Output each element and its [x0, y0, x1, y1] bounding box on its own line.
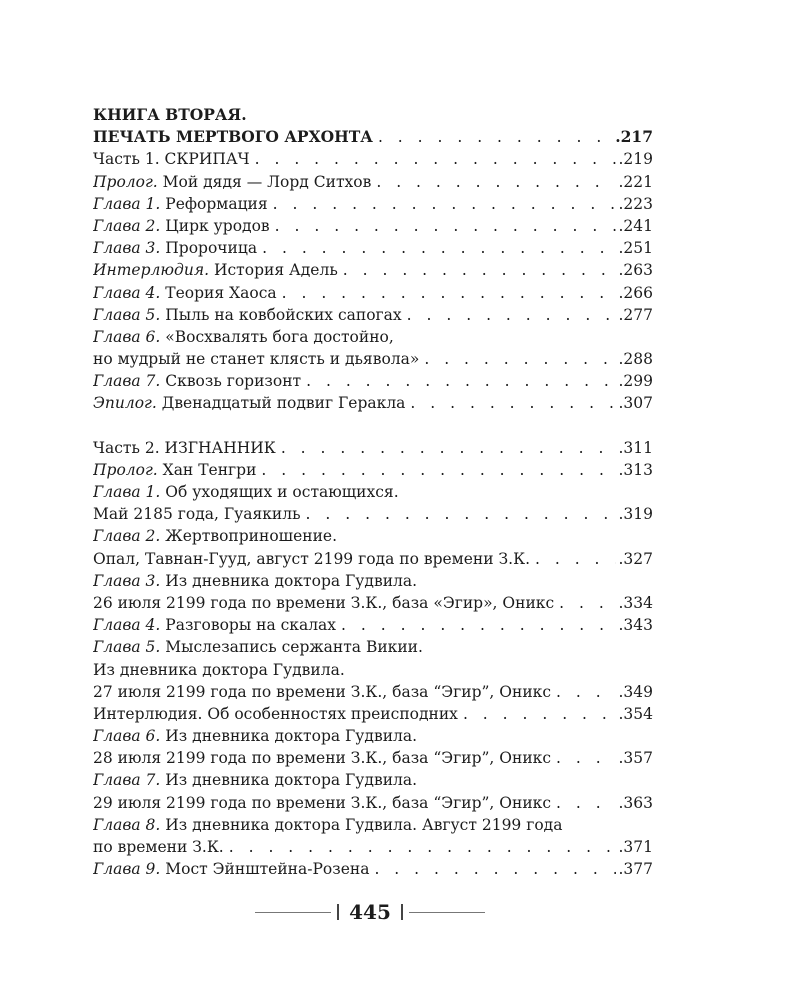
toc-entry-title: Опал, Тавнан-Гууд, август 2199 года по времени З.К.: [93, 549, 530, 568]
toc-entry: [93, 370, 653, 392]
toc-entry-prefix: Глава 8.: [93, 815, 161, 834]
toc-entry-title: Жертвоприношение.: [160, 527, 338, 546]
toc-entry: [93, 237, 653, 259]
leader-dots: [257, 237, 616, 259]
toc-entry-text: [93, 769, 417, 791]
ornament-rule-left: [255, 912, 331, 913]
toc-entry-prefix: Глава 3.: [93, 239, 161, 258]
toc-entry-page: .363: [618, 793, 653, 812]
toc-entry-title: Сквозь горизонт: [160, 372, 302, 391]
book-title-line-1: КНИГА ВТОРАЯ.: [93, 105, 247, 124]
toc-entry: [93, 814, 653, 836]
leader-dots: [268, 193, 617, 215]
toc-entry-text: [93, 348, 419, 370]
toc-entry-page: .377: [618, 860, 653, 879]
toc-entry-page: .354: [618, 704, 653, 723]
toc-entry-title: Двенадцатый подвиг Геракла: [156, 394, 406, 413]
leader-dots: [224, 836, 617, 858]
toc-entry-prefix: Эпилог.: [93, 394, 157, 413]
toc-entry-title: Интерлюдия. Об особенностях преисподних: [93, 704, 458, 723]
toc-entry-prefix: Глава 2.: [93, 527, 161, 546]
toc-entry-prefix: Глава 7.: [93, 372, 161, 391]
toc-entry-prefix: Глава 5.: [93, 638, 161, 657]
toc-entry-title: Мыслезапись сержанта Викии.: [160, 638, 423, 657]
toc-entry-page: .349: [618, 682, 653, 701]
toc-entry: [93, 570, 653, 592]
page-number-ornament: [255, 898, 485, 926]
toc-entry-page: .251: [618, 239, 653, 258]
toc-entry-page: .327: [618, 549, 653, 568]
toc-entry-prefix: Пролог.: [93, 172, 158, 191]
leader-dots: [270, 215, 617, 237]
leader-dots: [405, 392, 616, 414]
toc-entry-page: .266: [618, 283, 653, 302]
section-gap: [93, 415, 653, 437]
toc-entry-text: [93, 481, 399, 503]
toc-entry: [93, 858, 653, 880]
toc-entry-text: [93, 836, 224, 858]
toc-entry-page: .313: [618, 460, 653, 479]
ornament-tick-left: [337, 904, 339, 920]
toc-entry-text: [93, 659, 345, 681]
toc-entry-page: .288: [618, 350, 653, 369]
leader-dots: [250, 148, 617, 170]
toc-entry-text: [93, 858, 369, 880]
leader-dots: [402, 304, 617, 326]
part-1-entries: [93, 148, 653, 414]
toc-entry-title: Часть 2. ИЗГНАННИК: [93, 438, 276, 457]
toc-entry-page: .311: [618, 438, 653, 457]
toc-entry-title: Часть 1. СКРИПАЧ: [93, 150, 250, 169]
toc-entry-text: [93, 148, 250, 170]
toc-entry-page: .277: [618, 305, 653, 324]
toc-entry-title: 28 июля 2199 года по времени З.К., база “Эгир”, Оникс: [93, 749, 552, 768]
leader-dots: [373, 126, 613, 148]
toc-entry: [93, 459, 653, 481]
leader-dots: [371, 171, 616, 193]
toc-entry-text: [93, 725, 417, 747]
toc-entry: [93, 215, 653, 237]
toc-entry-prefix: Глава 5.: [93, 305, 161, 324]
toc-entry-page: .319: [618, 505, 653, 524]
toc-entry: [93, 326, 653, 348]
toc-entry-title: Хан Тенгри: [157, 460, 257, 479]
toc-entry-page: .219: [618, 150, 653, 169]
toc-entry: [93, 437, 653, 459]
toc-entry-prefix: Глава 9.: [93, 860, 161, 879]
toc-entry-prefix: Глава 4.: [93, 283, 161, 302]
toc-entry-title: Мост Эйнштейна-Розена: [160, 860, 370, 879]
toc-entry-title: «Восхвалять бога достойно,: [160, 327, 394, 346]
toc-entry-title: по времени З.К.: [93, 838, 224, 856]
leader-dots: [336, 614, 616, 636]
toc-entry-title: Реформация: [160, 194, 268, 213]
toc-entry-text: [93, 570, 417, 592]
toc-entry-prefix: Интерлюдия.: [93, 261, 210, 280]
toc-entry-title: Цирк уродов: [160, 216, 270, 235]
toc-entry: [93, 659, 653, 681]
toc-entry-title: 29 июля 2199 года по времени З.К., база “Эгир”, Оникс: [93, 793, 552, 812]
toc-entry-prefix: Глава 6.: [93, 327, 161, 346]
toc-entry-page: .263: [618, 261, 653, 280]
leader-dots: [530, 548, 616, 570]
toc-entry-text: [93, 614, 336, 636]
toc-entry: [93, 525, 653, 547]
leader-dots: [551, 747, 616, 769]
toc-entry-prefix: Глава 1.: [93, 483, 161, 501]
toc-entry-page: .223: [618, 194, 653, 213]
toc-entry: [93, 614, 653, 636]
toc-entry-text: [93, 326, 394, 348]
toc-entry: [93, 503, 653, 525]
toc-entry-title: Об уходящих и остающихся.: [160, 483, 399, 501]
toc-entry-text: [93, 282, 277, 304]
toc-entry: [93, 747, 653, 769]
toc-entry-prefix: Глава 1.: [93, 194, 161, 213]
leader-dots: [301, 503, 617, 525]
toc-entry-title: Из дневника доктора Гудвила. Август 2199 года: [160, 815, 563, 834]
toc-entry-text: [93, 636, 423, 658]
toc-entry-title: Из дневника доктора Гудвила.: [160, 571, 418, 590]
toc-entry-title: Из дневника доктора Гудвила.: [160, 771, 418, 790]
book-title-line-2: ПЕЧАТЬ МЕРТВОГО АРХОНТА . . . .217: [93, 126, 653, 148]
toc-entry-page: .221: [618, 172, 653, 191]
ornament-tick-right: [401, 904, 403, 920]
toc-entry: [93, 304, 653, 326]
toc-entry-text: [93, 592, 554, 614]
toc-entry-text: [93, 814, 562, 836]
toc-entry-title: 27 июля 2199 года по времени З.К., база “Эгир”, Оникс: [93, 682, 552, 701]
leader-dots: [419, 348, 616, 370]
toc-entry-prefix: Глава 3.: [93, 571, 161, 590]
leader-dots: [554, 592, 616, 614]
toc-entry: [93, 681, 653, 703]
toc-entry: [93, 481, 653, 503]
toc-entry-text: [93, 437, 276, 459]
leader-dots: [458, 703, 617, 725]
toc-entry-text: [93, 392, 405, 414]
toc-entry-text: [93, 171, 371, 193]
toc-entry-text: [93, 792, 551, 814]
toc-entry: [93, 259, 653, 281]
toc-entry-title: Пророчица: [160, 239, 258, 258]
toc-entry: [93, 193, 653, 215]
leader-dots: [256, 459, 616, 481]
page-number: 445: [349, 900, 391, 924]
toc-entry: [93, 171, 653, 193]
leader-dots: [369, 858, 616, 880]
toc-entry-title: Теория Хаоса: [160, 283, 277, 302]
toc-entry-text: [93, 215, 270, 237]
leader-dots: [338, 259, 617, 281]
toc-entry-title: Разговоры на скалах: [160, 616, 337, 635]
toc-entry-text: [93, 259, 338, 281]
toc-entry-text: [93, 237, 257, 259]
leader-dots: [277, 282, 617, 304]
toc-entry-text: [93, 681, 551, 703]
toc-entry: [93, 636, 653, 658]
toc-entry-title: Из дневника доктора Гудвила.: [160, 727, 418, 746]
toc-entry-text: [93, 703, 458, 725]
toc-entry: [93, 592, 653, 614]
leader-dots: [276, 437, 617, 459]
toc-entry: [93, 836, 653, 858]
toc-entry: [93, 792, 653, 814]
toc-entry-text: [93, 525, 337, 547]
toc-entry-prefix: Глава 2.: [93, 216, 161, 235]
toc-entry: [93, 725, 653, 747]
toc-entry-page: .299: [618, 372, 653, 391]
toc-entry: [93, 548, 653, 570]
toc-entry-text: [93, 548, 530, 570]
toc-entry-title: Пыль на ковбойских сапогах: [160, 305, 402, 324]
toc-entry: [93, 148, 653, 170]
leader-dots: [301, 370, 616, 392]
toc-entry-title: 26 июля 2199 года по времени З.К., база «Эгир», Оникс: [93, 593, 555, 612]
toc-entry-prefix: Пролог.: [93, 460, 158, 479]
toc-entry-text: [93, 503, 301, 525]
toc-entry-title: Мой дядя — Лорд Ситхов: [157, 172, 372, 191]
toc-entry: [93, 703, 653, 725]
toc-entry-text: [93, 747, 551, 769]
toc-entry-page: .357: [618, 749, 653, 768]
toc-entry-page: .334: [618, 593, 653, 612]
toc-entry: [93, 282, 653, 304]
toc-entry-text: [93, 304, 402, 326]
toc-entry: [93, 769, 653, 791]
ornament-rule-right: [409, 912, 485, 913]
toc-entry-prefix: Глава 7.: [93, 771, 161, 790]
leader-dots: [551, 681, 616, 703]
part-2-entries: [93, 437, 653, 881]
table-of-contents: [93, 104, 653, 880]
toc-entry-title: История Адель: [209, 261, 338, 280]
leader-dots: [551, 792, 616, 814]
toc-entry-text: [93, 459, 256, 481]
toc-entry: [93, 348, 653, 370]
toc-entry-prefix: Глава 4.: [93, 616, 161, 635]
toc-entry-title: но мудрый не станет клясть и дьявола»: [93, 350, 420, 369]
toc-entry-page: .371: [618, 838, 653, 856]
toc-entry-page: .241: [618, 216, 653, 235]
toc-entry-title: Май 2185 года, Гуаякиль: [93, 505, 301, 524]
toc-entry: [93, 392, 653, 414]
toc-entry-text: [93, 193, 268, 215]
toc-entry-title: Из дневника доктора Гудвила.: [93, 660, 345, 679]
toc-entry-page: .307: [618, 394, 653, 413]
toc-entry-text: [93, 370, 301, 392]
toc-entry-page: .343: [618, 616, 653, 635]
toc-entry-prefix: Глава 6.: [93, 727, 161, 746]
